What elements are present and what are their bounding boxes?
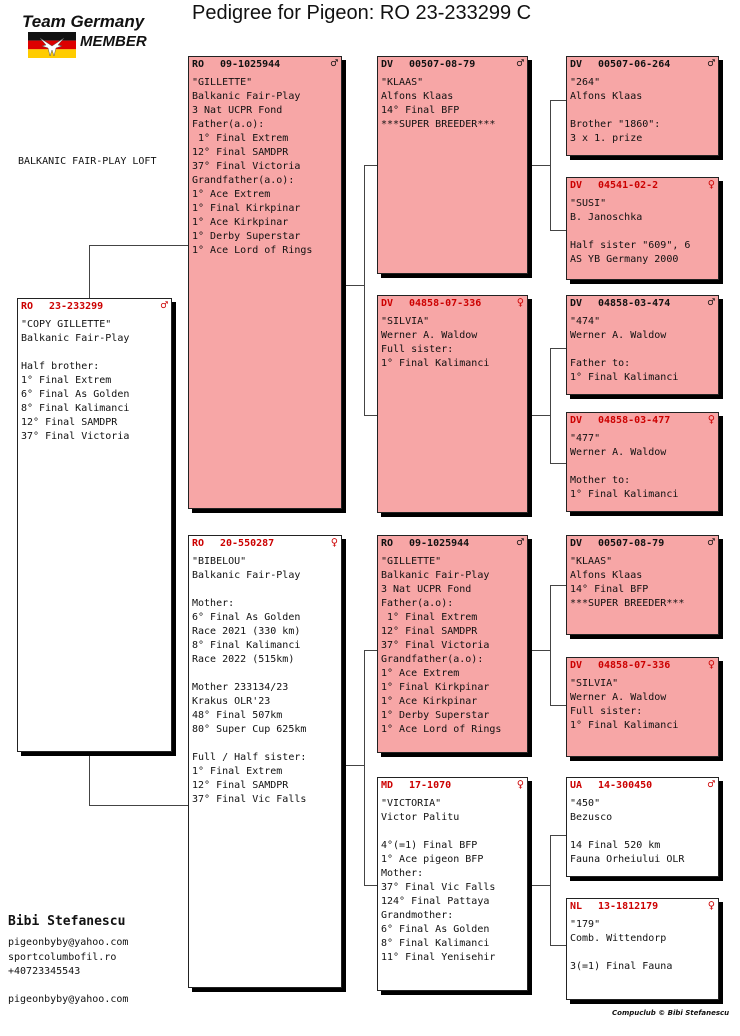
connector-line — [550, 835, 551, 945]
pigeon-detail-line: 14 Final 520 km — [570, 840, 661, 851]
pigeon-detail-line: Half brother: — [21, 361, 100, 372]
pigeon-header — [570, 179, 715, 193]
pigeon-name: "GILLETTE" — [381, 556, 442, 567]
country-code: DV — [570, 59, 583, 70]
pigeon-detail-line: Balkanic Fair-Play — [192, 570, 301, 581]
country-code: DV — [570, 538, 583, 549]
pigeon-detail-line: Balkanic Fair-Play — [21, 333, 130, 344]
pigeon-header — [570, 297, 715, 311]
pigeon-detail-line: 6° Final As Golden — [192, 612, 301, 623]
female-symbol-icon: ♀ — [707, 898, 715, 912]
pigeon-detail-line: 3 x 1. prize — [570, 133, 643, 144]
team-germany-logo — [22, 12, 170, 58]
connector-line — [364, 415, 377, 416]
pigeon-detail-line: Victor Palitu — [381, 812, 460, 823]
pigeon-detail-line: 37° Final Victoria — [192, 161, 301, 172]
breeder-phone: +40723345543 — [8, 966, 81, 977]
pigeon-detail-line: Father(a.o): — [192, 119, 265, 130]
pigeon-header — [570, 537, 715, 551]
pigeon-detail-line: Full sister: — [570, 706, 643, 717]
pigeon-name: "BIBELOU" — [192, 556, 247, 567]
connector-line — [550, 463, 566, 464]
pigeon-detail-line: 3 Nat UCPR Fond — [381, 584, 472, 595]
pigeon-detail-line: Fauna Orheiului OLR — [570, 854, 685, 865]
pigeon-detail-line: 1° Final Extrem — [192, 133, 289, 144]
pigeon-detail-line — [192, 667, 338, 681]
pigeon-detail-line: Alfons Klaas — [570, 570, 643, 581]
logo-line1: Team Germany — [22, 12, 145, 31]
connector-line — [531, 415, 551, 416]
female-symbol-icon: ♀ — [707, 177, 715, 191]
pigeon-detail-line: Mother 233134/23 — [192, 682, 289, 693]
ring-number: 04858-03-474 — [598, 298, 671, 309]
connector-line — [550, 835, 566, 836]
pigeon-detail-line: 14° Final BFP — [570, 584, 649, 595]
country-code: RO — [381, 538, 394, 549]
connector-line — [345, 765, 365, 766]
pigeon-details — [570, 677, 715, 733]
pigeon-card-sds[interactable] — [566, 295, 719, 395]
ring-number: 00507-08-79 — [598, 538, 665, 549]
female-symbol-icon: ♀ — [516, 777, 524, 791]
ring-number: 09-1025944 — [409, 538, 470, 549]
ring-number: 04541-02-2 — [598, 180, 659, 191]
connector-line — [550, 585, 551, 705]
pigeon-detail-line: AS YB Germany 2000 — [570, 254, 679, 265]
pigeon-detail-line: 1° Final Kalimanci — [570, 720, 679, 731]
connector-line — [364, 885, 377, 886]
connector-line — [364, 165, 377, 166]
country-code: UA — [570, 780, 583, 791]
pigeon-detail-line: Father(a.o): — [381, 598, 454, 609]
pigeon-card-dsd[interactable] — [566, 657, 719, 757]
ring-number: 14-300450 — [598, 780, 653, 791]
connector-line — [550, 100, 551, 230]
ring-number: 00507-06-264 — [598, 59, 671, 70]
pigeon-name: "KLAAS" — [570, 556, 613, 567]
male-symbol-icon: ♂ — [160, 298, 168, 312]
pigeon-detail-line: 37° Final Vic Falls — [381, 882, 496, 893]
connector-line — [550, 230, 566, 231]
pigeon-detail-line: Alfons Klaas — [381, 91, 454, 102]
male-symbol-icon: ♂ — [707, 295, 715, 309]
pigeon-detail-line: Race 2022 (515km) — [192, 654, 295, 665]
pigeon-detail-line: Comb. Wittendorp — [570, 933, 667, 944]
pigeon-detail-line: 4°(=1) Final BFP — [381, 840, 478, 851]
pigeon-detail-line: Full / Half sister: — [192, 752, 307, 763]
pigeon-name: "SUSI" — [570, 198, 607, 209]
pigeon-detail-line: 6° Final As Golden — [21, 389, 130, 400]
page-title: Pedigree for Pigeon: RO 23-233299 C — [192, 2, 532, 24]
ring-number: 23-233299 — [49, 301, 104, 312]
pigeon-card-dam[interactable] — [188, 535, 342, 988]
pigeon-detail-line: 12° Final SAMDPR — [21, 417, 118, 428]
pigeon-card-dam-dam[interactable] — [377, 777, 528, 991]
pigeon-detail-line: 8° Final Kalimanci — [381, 938, 490, 949]
pigeon-name: "SILVIA" — [381, 316, 430, 327]
ring-number: 04858-07-336 — [598, 660, 671, 671]
country-code: RO — [192, 538, 205, 549]
pigeon-name: "264" — [570, 77, 601, 88]
pigeon-detail-line: 11° Final Yenisehir — [381, 952, 496, 963]
country-code: DV — [570, 180, 583, 191]
pigeon-detail-line: ***SUPER BREEDER*** — [381, 119, 496, 130]
country-code: DV — [381, 298, 394, 309]
female-symbol-icon: ♀ — [330, 535, 338, 549]
connector-line — [550, 945, 566, 946]
pigeon-header — [381, 58, 524, 72]
connector-line — [550, 705, 566, 706]
pigeon-detail-line: 124° Final Pattaya — [381, 896, 490, 907]
pigeon-details — [381, 797, 524, 965]
german-flag-eagle-icon — [28, 32, 76, 58]
pigeon-detail-line — [570, 343, 715, 357]
connector-line — [89, 805, 188, 806]
connector-line — [89, 245, 188, 246]
pigeon-detail-line: Brother "1860": — [570, 119, 661, 130]
pigeon-header — [381, 297, 524, 311]
ring-number: 00507-08-79 — [409, 59, 476, 70]
male-symbol-icon: ♂ — [516, 56, 524, 70]
connector-line — [531, 885, 551, 886]
pigeon-detail-line: 1° Ace Kirkpinar — [192, 217, 289, 228]
pigeon-detail-line: Balkanic Fair-Play — [381, 570, 490, 581]
pigeon-header — [21, 300, 168, 314]
pigeon-name: "474" — [570, 316, 601, 327]
pigeon-detail-line: 1° Derby Superstar — [192, 231, 301, 242]
pigeon-card-sdd[interactable] — [566, 412, 719, 512]
country-code: RO — [21, 301, 34, 312]
pigeon-card-dss[interactable] — [566, 535, 719, 635]
connector-line — [531, 165, 551, 166]
pigeon-detail-line — [570, 825, 715, 839]
pigeon-detail-line: 1° Final Extrem — [192, 766, 283, 777]
pigeon-header — [570, 58, 715, 72]
breeder-email[interactable]: pigeonbyby@yahoo.com — [8, 937, 129, 948]
copyright-note: Compuclub © Bibi Stefanescu — [612, 1009, 730, 1017]
pigeon-detail-line: 1° Final Kirkpinar — [381, 682, 490, 693]
pigeon-name: "VICTORIA" — [381, 798, 442, 809]
male-symbol-icon: ♂ — [707, 535, 715, 549]
pigeon-card-dds[interactable] — [566, 777, 719, 877]
pigeon-details — [192, 555, 338, 807]
pigeon-details — [570, 918, 715, 974]
pigeon-detail-line: Father to: — [570, 358, 631, 369]
pigeon-detail-line — [192, 583, 338, 597]
country-code: NL — [570, 901, 583, 912]
pigeon-detail-line: 37° Final Victoria — [21, 431, 130, 442]
connector-line — [550, 585, 566, 586]
country-code: DV — [570, 298, 583, 309]
pigeon-detail-line: Race 2021 (330 km) — [192, 626, 301, 637]
pigeon-details — [570, 432, 715, 502]
pigeon-detail-line: 80° Super Cup 625km — [192, 724, 307, 735]
pigeon-detail-line: 3(=1) Final Fauna — [570, 961, 673, 972]
pigeon-detail-line: Grandfather(a.o): — [192, 175, 295, 186]
loft-name: BALKANIC FAIR-PLAY LOFT — [18, 156, 157, 167]
ring-number: 13-1812179 — [598, 901, 659, 912]
pigeon-detail-line: 37° Final Victoria — [381, 640, 490, 651]
pigeon-detail-line: 1° Ace Extrem — [381, 668, 460, 679]
pigeon-name: "450" — [570, 798, 601, 809]
female-symbol-icon: ♀ — [707, 657, 715, 671]
country-code: DV — [381, 59, 394, 70]
pigeon-detail-line: Balkanic Fair-Play — [192, 91, 301, 102]
pigeon-header — [192, 58, 338, 72]
pigeon-detail-line — [570, 225, 715, 239]
pigeon-detail-line: 1° Ace Kirkpinar — [381, 696, 478, 707]
pigeon-detail-line: Grandfather(a.o): — [381, 654, 484, 665]
breeder-email-secondary[interactable]: pigeonbyby@yahoo.com — [8, 994, 129, 1005]
pigeon-card-dam-sire[interactable] — [377, 535, 528, 753]
pigeon-header — [570, 779, 715, 793]
pigeon-detail-line: 1° Final Kirkpinar — [192, 203, 301, 214]
pigeon-detail-line: Full sister: — [381, 344, 454, 355]
pigeon-card-subject[interactable] — [17, 298, 172, 752]
pigeon-detail-line: 1° Ace Lord of Rings — [381, 724, 502, 735]
pigeon-detail-line: Mother: — [192, 598, 235, 609]
connector-line — [345, 285, 365, 286]
pigeon-header — [570, 900, 715, 914]
connector-line — [89, 755, 90, 805]
pigeon-detail-line: 1° Ace Lord of Rings — [192, 245, 313, 256]
female-symbol-icon: ♀ — [707, 412, 715, 426]
breeder-website[interactable]: sportcolumbofil.ro — [8, 952, 117, 963]
pigeon-detail-line: Werner A. Waldow — [381, 330, 478, 341]
connector-line — [550, 100, 566, 101]
pigeon-card-ssd[interactable] — [566, 177, 719, 280]
pigeon-detail-line: 14° Final BFP — [381, 105, 460, 116]
pigeon-detail-line: 12° Final SAMDPR — [192, 147, 289, 158]
pigeon-detail-line: Werner A. Waldow — [570, 330, 667, 341]
pigeon-detail-line: 1° Ace pigeon BFP — [381, 854, 484, 865]
pigeon-card-sire-sire[interactable] — [377, 56, 528, 274]
pigeon-detail-line — [381, 825, 524, 839]
female-symbol-icon: ♀ — [516, 295, 524, 309]
pigeon-detail-line: 3 Nat UCPR Fond — [192, 105, 283, 116]
pigeon-name: "COPY GILLETTE" — [21, 319, 112, 330]
male-symbol-icon: ♂ — [330, 56, 338, 70]
pigeon-detail-line: 8° Final Kalimanci — [21, 403, 130, 414]
pigeon-details — [570, 797, 715, 867]
connector-line — [89, 245, 90, 300]
pigeon-detail-line: Mother to: — [570, 475, 631, 486]
pigeon-detail-line: B. Janoschka — [570, 212, 643, 223]
country-code: MD — [381, 780, 394, 791]
pigeon-header — [381, 537, 524, 551]
male-symbol-icon: ♂ — [516, 535, 524, 549]
pigeon-details — [381, 315, 524, 371]
pigeon-detail-line: 1° Final Kalimanci — [381, 358, 490, 369]
pigeon-detail-line: ***SUPER BREEDER*** — [570, 598, 685, 609]
ring-number: 20-550287 — [220, 538, 275, 549]
pigeon-details — [21, 318, 168, 444]
country-code: DV — [570, 660, 583, 671]
connector-line — [364, 165, 365, 415]
pigeon-detail-line — [192, 737, 338, 751]
pigeon-card-sire-dam[interactable] — [377, 295, 528, 513]
pigeon-detail-line: 1° Final Extrem — [381, 612, 478, 623]
pigeon-name: "477" — [570, 433, 601, 444]
pigeon-details — [570, 76, 715, 146]
male-symbol-icon: ♂ — [707, 56, 715, 70]
pigeon-detail-line: 12° Final SAMDPR — [192, 780, 289, 791]
pigeon-details — [381, 76, 524, 132]
pigeon-detail-line: 1° Final Kalimanci — [570, 489, 679, 500]
pigeon-detail-line — [21, 346, 168, 360]
pigeon-detail-line: Werner A. Waldow — [570, 447, 667, 458]
pigeon-detail-line: Bezusco — [570, 812, 613, 823]
pigeon-header — [192, 537, 338, 551]
ring-number: 09-1025944 — [220, 59, 281, 70]
pigeon-name: "KLAAS" — [381, 77, 424, 88]
ring-number: 17-1070 — [409, 780, 452, 791]
pigeon-detail-line: Grandmother: — [381, 910, 454, 921]
pigeon-details — [570, 555, 715, 611]
breeder-name: Bibi Stefanescu — [8, 914, 126, 929]
pigeon-detail-line: 48° Final 507km — [192, 710, 283, 721]
pigeon-detail-line: 37° Final Vic Falls — [192, 794, 307, 805]
pigeon-detail-line: 8° Final Kalimanci — [192, 640, 301, 651]
pigeon-detail-line: Half sister "609", 6 — [570, 240, 691, 251]
pigeon-detail-line: 6° Final As Golden — [381, 924, 490, 935]
pigeon-card-sss[interactable] — [566, 56, 719, 156]
pigeon-name: "179" — [570, 919, 601, 930]
pigeon-card-ddd[interactable] — [566, 898, 719, 1000]
ring-number: 04858-07-336 — [409, 298, 482, 309]
pigeon-card-sire[interactable] — [188, 56, 342, 509]
pigeon-details — [381, 555, 524, 737]
pigeon-details — [570, 197, 715, 267]
pigeon-header — [570, 414, 715, 428]
logo-line2: MEMBER — [80, 33, 147, 50]
pigeon-detail-line: Krakus OLR'23 — [192, 696, 271, 707]
pigeon-name: "SILVIA" — [570, 678, 619, 689]
pigeon-detail-line: 1° Final Kalimanci — [570, 372, 679, 383]
pigeon-detail-line: 12° Final SAMDPR — [381, 626, 478, 637]
pigeon-name: "GILLETTE" — [192, 77, 253, 88]
country-code: RO — [192, 59, 205, 70]
pigeon-detail-line — [570, 104, 715, 118]
connector-line — [364, 650, 365, 885]
connector-line — [364, 650, 377, 651]
pigeon-detail-line: Werner A. Waldow — [570, 692, 667, 703]
pigeon-detail-line: Alfons Klaas — [570, 91, 643, 102]
connector-line — [550, 348, 566, 349]
pigeon-detail-line: 1° Final Extrem — [21, 375, 112, 386]
connector-line — [550, 348, 551, 463]
pigeon-details — [192, 76, 338, 258]
pigeon-header — [381, 779, 524, 793]
male-symbol-icon: ♂ — [707, 777, 715, 791]
pigeon-detail-line — [570, 460, 715, 474]
country-code: DV — [570, 415, 583, 426]
pigeon-detail-line: 1° Ace Extrem — [192, 189, 271, 200]
pigeon-header — [570, 659, 715, 673]
pigeon-detail-line — [570, 946, 715, 960]
ring-number: 04858-03-477 — [598, 415, 671, 426]
pigeon-details — [570, 315, 715, 385]
pigeon-detail-line: Mother: — [381, 868, 424, 879]
connector-line — [531, 650, 551, 651]
pigeon-detail-line: 1° Derby Superstar — [381, 710, 490, 721]
